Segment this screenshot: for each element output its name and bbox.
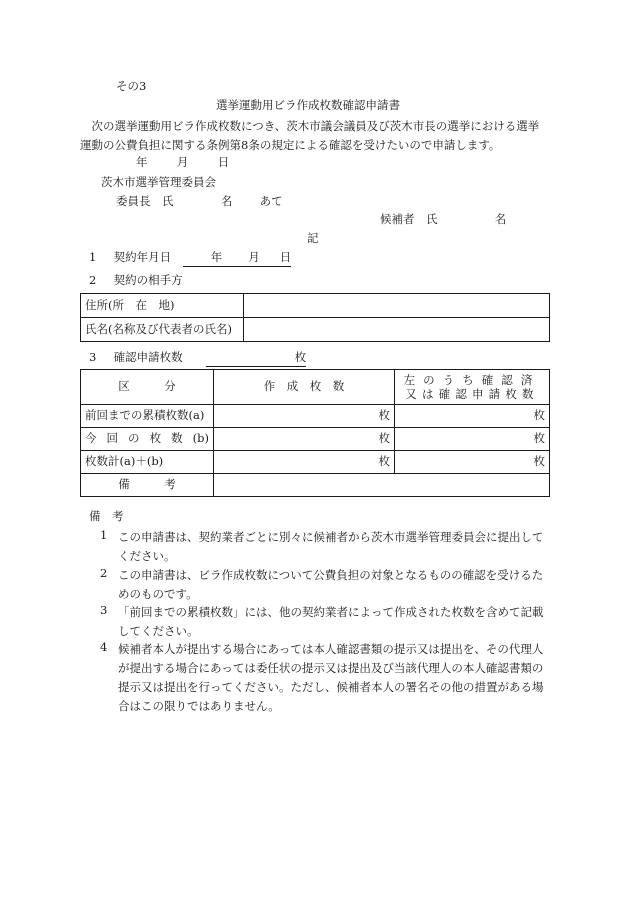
date-line [136, 155, 229, 171]
address-label: 住所(所 在 地) [81, 294, 244, 318]
section3-heading [89, 350, 306, 367]
section1-label: 契約年月日 [113, 250, 172, 264]
note-item: 「前回までの累積枚数」には、他の契約業者によって作成された枚数を含めて記載してください。 [118, 605, 544, 638]
note-number: 3 [100, 603, 108, 617]
form-number: その3 [116, 79, 147, 93]
ki-mark: 記 [307, 231, 319, 245]
contract-date-field[interactable] [183, 250, 292, 267]
contract-year: 年 [210, 250, 223, 264]
address-value[interactable] [244, 294, 550, 318]
header-confirmed-line2: 又は確認申請枚数 [405, 387, 539, 401]
name-label: 氏名(名称及び代表者の氏名) [81, 318, 244, 342]
section2-heading [89, 273, 183, 289]
created-current[interactable]: 枚 [214, 428, 395, 451]
applicant-name-suffix: 名 [494, 212, 507, 226]
table-row [81, 451, 550, 474]
notes-heading: 備 考 [89, 509, 124, 523]
count-table [80, 369, 550, 497]
intro-paragraph: 次の選挙運動用ビラ作成枚数につき、茨木市議会議員及び茨木市長の選挙における選挙運動の公費負担に関する条例第8条の規定による確認を受けたいので申請します。 [80, 119, 540, 152]
table-row [81, 474, 550, 497]
note-number: 4 [100, 640, 108, 654]
chair-name-suffix: 名 [220, 194, 233, 208]
section3-label: 確認申請枚数 [113, 350, 183, 364]
note-item: この申請書は、契約業者ごとに別々に候補者から茨木市選挙管理委員会に提出してください。 [118, 530, 544, 563]
note-item: この申請書は、ビラ作成枚数について公費負担の対象となるものの確認を受けるためのものです。 [118, 568, 544, 601]
applicant-label: 候補者 氏 [380, 212, 438, 226]
chair-label: 委員長 氏 [116, 194, 174, 208]
table-row [81, 405, 550, 428]
counterparty-table [80, 293, 550, 342]
table-row [81, 318, 550, 342]
header-category: 区 分 [81, 370, 214, 405]
row-label-remarks: 備 考 [81, 474, 214, 497]
honorific: あて [259, 194, 283, 208]
section2-label: 契約の相手方 [113, 273, 183, 287]
contract-day: 日 [279, 250, 292, 264]
header-confirmed-line1: 左のうち確認済 [403, 373, 541, 387]
header-confirmed [395, 370, 550, 405]
remarks-value[interactable] [214, 474, 550, 497]
requested-count-unit: 枚 [294, 350, 307, 364]
row-label-previous: 前回までの累積枚数(a) [81, 405, 214, 428]
note-number: 1 [100, 528, 108, 542]
row-label-total: 枚数計(a)＋(b) [81, 451, 214, 474]
note-number: 2 [100, 566, 108, 580]
confirmed-total[interactable]: 枚 [395, 451, 550, 474]
table-header-row [81, 370, 550, 405]
row-label-current: 今回の枚数(b) [81, 428, 214, 451]
section1-number: 1 [89, 250, 97, 264]
applicant-line [380, 212, 506, 228]
header-created: 作 成 枚 数 [214, 370, 395, 405]
document-title: 選挙運動用ビラ作成枚数確認申請書 [216, 98, 400, 112]
section2-number: 2 [89, 273, 97, 287]
table-row [81, 294, 550, 318]
section1-contract-date [89, 250, 291, 267]
addressee-committee: 茨木市選挙管理委員会 [101, 175, 216, 189]
table-row [81, 428, 550, 451]
confirmed-previous[interactable]: 枚 [395, 405, 550, 428]
date-month: 月 [176, 155, 189, 169]
date-year: 年 [136, 155, 148, 169]
addressee-chair [116, 194, 283, 210]
requested-count-field[interactable] [206, 350, 306, 367]
name-value[interactable] [244, 318, 550, 342]
contract-month: 月 [248, 250, 260, 264]
note-item: 候補者本人が提出する場合にあっては本人確認書類の提示又は提出を、その代理人が提出する場合にあっては委任状の提示又は提出及び当該代理人の本人確認書類の提示又は提出を行ってください。ただし、候補者本人の署名その他の措置がある場合はこの限りではありません。 [118, 642, 544, 713]
date-day: 日 [217, 155, 230, 169]
created-total[interactable]: 枚 [214, 451, 395, 474]
created-previous[interactable]: 枚 [214, 405, 395, 428]
section3-number: 3 [89, 350, 97, 364]
confirmed-current[interactable]: 枚 [395, 428, 550, 451]
